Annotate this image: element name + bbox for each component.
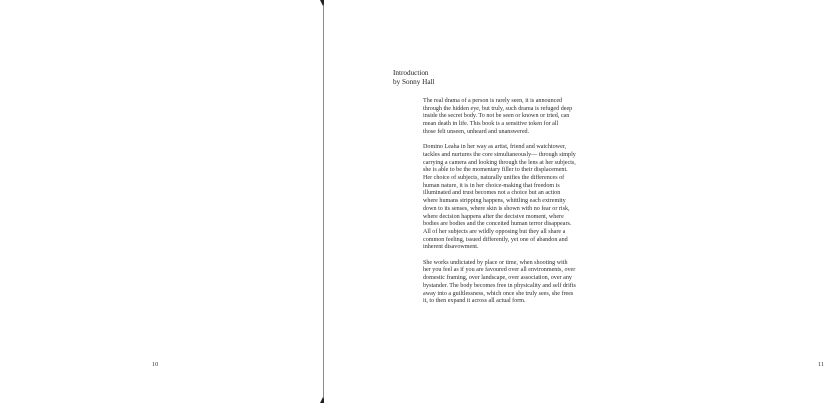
left-page: [0, 0, 323, 403]
text-line: domestic framing, over landscape, over association, over any: [423, 275, 572, 282]
text-line: Her choice of subjects, naturally unifies the differences of: [423, 175, 565, 182]
text-line: she is able to be the momentary filler to their displacement.: [423, 167, 568, 174]
text-line: bystander. The body becomes free in physicality and self drifts: [423, 282, 576, 289]
text-line: where humans stripping happens, whittling each extremity: [423, 198, 566, 205]
text-line: She works undictated by place or time, when shooting with: [423, 259, 568, 266]
text-line: away into a guiltlessness, which once she truly sees, she frees: [423, 290, 574, 297]
text-line: through the hidden eye, but truly, such drama is refuged deep: [423, 105, 573, 112]
text-line: tackles and nurtures the core simultaneously— through simply: [423, 151, 576, 158]
body-text: [423, 98, 603, 314]
left-page-number: 10: [152, 361, 159, 368]
text-line: down to its senses, where skin is shown with no fear or risk,: [423, 205, 570, 212]
text-line: it, to then expand it across all actual form.: [423, 298, 526, 305]
right-page-number: 11: [818, 361, 824, 368]
text-line: common feeling, issued differently, yet one of abandon and: [423, 236, 568, 243]
text-line: illuminated and trust becomes not a choice but an action: [423, 190, 561, 197]
chapter-heading: [393, 69, 435, 87]
text-line: those felt unseen, unheard and unanswered.: [423, 128, 530, 135]
text-line: Domino Leaha in her way as artist, friend and watchtower,: [423, 144, 567, 151]
text-line: carrying a camera and looking through the lens at her subjects,: [423, 159, 576, 166]
text-line: inherent disavowment.: [423, 244, 479, 251]
text-line: where decision happens after the decisive moment, where: [423, 213, 564, 220]
text-line: bodies are bodies and the conceited human terror disappears.: [423, 221, 572, 228]
text-line: All of her subjects are wildly opposing but they all share a: [423, 228, 566, 235]
text-line: inside the secret body. To not be seen or known or tried, can: [423, 113, 570, 120]
chapter-byline: by Sonny Hall: [393, 78, 435, 86]
paragraph: [423, 260, 603, 306]
text-line: The real drama of a person is rarely seen, it is announced: [423, 98, 563, 104]
paragraph: [423, 144, 603, 252]
text-line: mean death in life. This book is a sensitive token for all: [423, 121, 559, 128]
chapter-title: Introduction: [393, 69, 429, 77]
paragraph: [423, 98, 603, 137]
text-line: her you feel as if you are favoured over all environments, over: [423, 267, 576, 274]
text-line: human nature, it is in her choice-making that freedom is: [423, 182, 560, 189]
